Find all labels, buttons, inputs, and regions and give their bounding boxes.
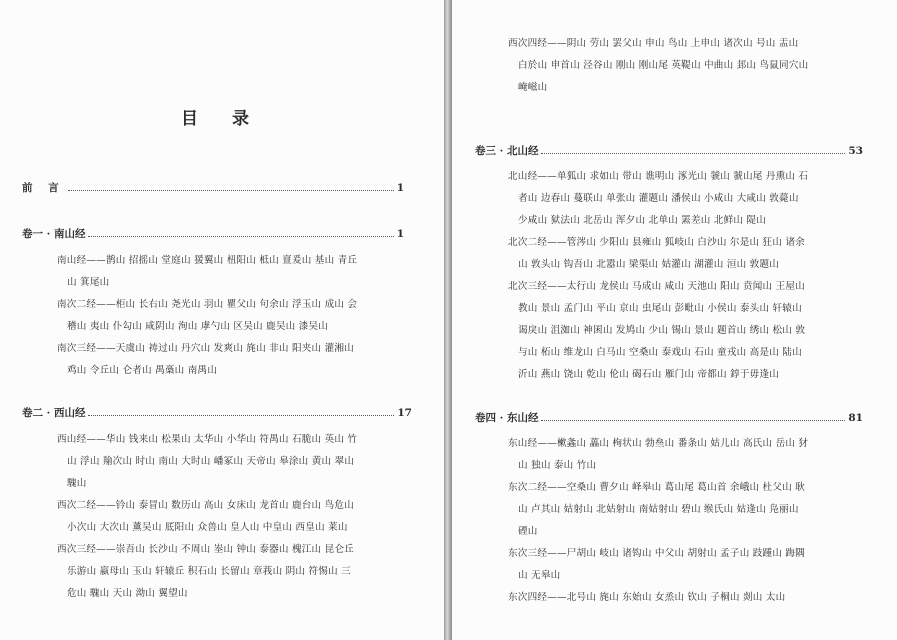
section-line: 山 独山 泰山 竹山: [518, 460, 597, 471]
section-line: 西山经——华山 钱来山 松果山 太华山 小华山 符禺山 石脆山 英山 竹: [57, 434, 358, 445]
section-line: 山 卢其山 姑射山 北姑射山 南姑射山 碧山 缑氏山 姑逢山 凫丽山: [518, 504, 799, 515]
section-line: 危山 騩山 天山 泑山 翼望山: [67, 588, 188, 599]
section-line: 南次三经——天虞山 祷过山 丹穴山 发爽山 旄山 非山 阳夹山 灌湘山: [57, 343, 354, 354]
leader-dots: [88, 235, 393, 237]
section-line: 少咸山 狱法山 北岳山 浑夕山 北单山 罴差山 北鲜山 隄山: [518, 215, 767, 226]
section-line: 騩山: [67, 478, 87, 489]
section-line: 北山经——单狐山 求如山 带山 谯明山 涿光山 虢山 虢山尾 丹熏山 石: [508, 171, 809, 182]
toc-entry-juan1[interactable]: [22, 226, 404, 241]
toc-entry-page: 1: [396, 228, 404, 240]
section-line: 谒戾山 沮洳山 神囷山 发鸠山 少山 锡山 景山 题首山 绣山 松山 敦: [518, 325, 806, 336]
section-line: 东次二经——空桑山 曹夕山 峄皋山 葛山尾 葛山首 余峨山 杜父山 耿: [508, 482, 805, 493]
toc-entry-label: 卷三 · 北山经: [475, 145, 539, 157]
left-page: [0, 0, 444, 640]
toc-entry-juan2[interactable]: [22, 405, 412, 420]
juan3-section-list: [508, 166, 893, 386]
leader-dots: [541, 152, 845, 154]
section-line: 小次山 大次山 薰吴山 厎阳山 众兽山 皇人山 中皇山 西皇山 莱山: [67, 522, 348, 533]
toc-entry-juan3[interactable]: [475, 143, 863, 158]
section-line: 北次二经——管涔山 少阳山 县雍山 狐岐山 白沙山 尔是山 狂山 诸余: [508, 237, 805, 248]
xici-sijing-list: [508, 33, 893, 99]
section-line: 白於山 申首山 泾谷山 刚山 刚山尾 英鞮山 中曲山 邽山 鸟鼠同穴山: [518, 60, 809, 71]
section-line: 崦嵫山: [518, 82, 548, 93]
toc-entry-preface[interactable]: [22, 180, 404, 195]
section-line: 与山 柘山 维龙山 白马山 空桑山 泰戏山 石山 童戎山 高是山 陆山: [518, 347, 802, 358]
toc-entry-label: 前 言: [22, 182, 65, 194]
toc-entry-page: 1: [396, 182, 404, 194]
toc-entry-label: 卷四 · 东山经: [475, 412, 539, 424]
section-line: 山 敦头山 钩吾山 北嚣山 梁渠山 姑灌山 湖灌山 洹山 敦题山: [518, 259, 780, 270]
section-line: 南山经——鹊山 招摇山 堂庭山 猨翼山 杻阳山 柢山 亶爰山 基山 青丘: [57, 255, 358, 266]
toc-entry-page: 81: [848, 412, 863, 424]
toc-title: 目 录: [181, 109, 263, 129]
section-line: 䃌山: [518, 526, 538, 537]
toc-entry-label: 卷二 · 西山经: [22, 407, 86, 419]
section-line: 鸡山 令丘山 仑者山 禺槀山 南禺山: [67, 365, 218, 376]
section-line: 沂山 燕山 饶山 乾山 伦山 碣石山 雁门山 帝都山 錞于毋逢山: [518, 369, 780, 380]
section-line: 稽山 夷山 仆勾山 咸阴山 洵山 虖勺山 区吴山 鹿吴山 漆吴山: [67, 321, 329, 332]
juan1-section-list: [57, 250, 437, 382]
toc-entry-label: 卷一 · 南山经: [22, 228, 86, 240]
book-spine: [444, 0, 452, 640]
toc-entry-page: 53: [848, 145, 863, 157]
section-line: 西次二经——钤山 泰冒山 数历山 高山 女床山 龙首山 鹿台山 鸟危山: [57, 500, 354, 511]
leader-dots: [541, 419, 845, 421]
juan2-section-list: [57, 429, 437, 605]
section-line: 教山 景山 孟门山 平山 京山 虫尾山 彭毗山 小侯山 泰头山 轩辕山: [518, 303, 802, 314]
section-line: 山 箕尾山: [67, 277, 110, 288]
section-line: 者山 边春山 蔓联山 单张山 灌题山 潘侯山 小咸山 大咸山 敦薨山: [518, 193, 799, 204]
leader-dots: [68, 189, 394, 191]
toc-entry-page: 17: [397, 407, 412, 419]
section-line: 东次四经——北号山 旄山 东始山 女烝山 钦山 子桐山 剡山 太山: [508, 592, 786, 603]
section-line: 山 浮山 羭次山 时山 南山 大时山 嶓冢山 天帝山 皋涂山 黄山 翠山: [67, 456, 355, 467]
section-line: 山 无皋山: [518, 570, 561, 581]
toc-entry-juan4[interactable]: [475, 410, 863, 425]
section-line: 乐游山 嬴母山 玉山 轩辕丘 积石山 长留山 章莪山 阴山 符惕山 三: [67, 566, 351, 577]
section-line: 北次三经——太行山 龙侯山 马成山 咸山 天池山 阳山 贲闻山 王屋山: [508, 281, 805, 292]
section-line: 东山经——樕螽山 藟山 栒状山 勃亝山 番条山 姑儿山 高氏山 岳山 犲: [508, 438, 809, 449]
section-line: 南次二经——柜山 长右山 尧光山 羽山 瞿父山 句余山 浮玉山 成山 会: [57, 299, 358, 310]
juan4-section-list: [508, 433, 893, 609]
section-line: 东次三经——尸胡山 岐山 诸钩山 中父山 胡射山 孟子山 跂踵山 踇隅: [508, 548, 805, 559]
leader-dots: [88, 414, 394, 416]
right-page: [452, 0, 897, 640]
section-line: 西次三经——崇吾山 长沙山 不周山 峚山 钟山 泰器山 槐江山 昆仑丘: [57, 544, 354, 555]
section-line: 西次四经——阴山 劳山 罢父山 申山 鸟山 上申山 诸次山 号山 盂山: [508, 38, 799, 49]
